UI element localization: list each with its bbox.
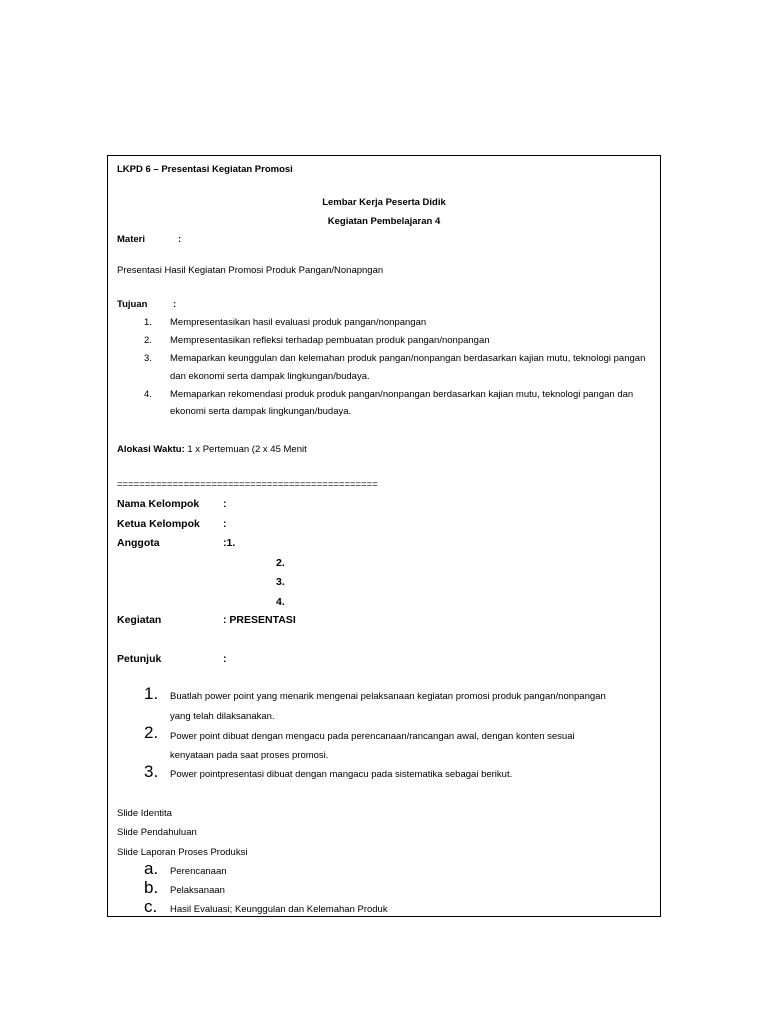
anggota-number: 2. [276, 557, 285, 569]
sub-item-letter: c. [144, 897, 158, 916]
tujuan-item-text-cont: ekonomi serta dampak lingkungan/budaya. [170, 406, 352, 417]
slide-item: Slide Identita [117, 808, 172, 819]
nama-kelompok-label: Nama Kelompok [117, 498, 200, 510]
tujuan-item-number: 1. [144, 317, 152, 328]
tujuan-item-number: 3. [144, 353, 152, 364]
anggota-first: :1. [223, 537, 236, 549]
kegiatan-label: Kegiatan [117, 614, 162, 626]
slide-item: Slide Laporan Proses Produksi [117, 847, 248, 858]
nama-kelompok-colon: : [223, 498, 227, 510]
tujuan-item-text: Memaparkan rekomendasi produk produk pangan/nonpangan berdasarkan kajian mutu, teknologi pangan dan [170, 389, 634, 400]
ketua-kelompok-colon: : [223, 518, 227, 530]
materi-value: Presentasi Hasil Kegiatan Promosi Produk Pangan/Nonapngan [117, 265, 384, 276]
sub-item-text: Perencanaan [170, 866, 227, 877]
alokasi-waktu [117, 444, 307, 455]
tujuan-item-text: Mempresentasikan hasil evaluasi produk pangan/nonpangan [170, 317, 427, 328]
slide-item: Slide Pendahuluan [117, 827, 197, 838]
petunjuk-label: Petunjuk [117, 653, 162, 665]
materi-label: Materi [117, 234, 145, 245]
worksheet-subtitle: Kegiatan Pembelajaran 4 [327, 216, 441, 227]
petunjuk-item-number: 3. [144, 762, 159, 781]
worksheet-title: Lembar Kerja Peserta Didik [322, 197, 446, 208]
anggota-label: Anggota [117, 537, 160, 549]
tujuan-item-number: 2. [144, 335, 152, 346]
petunjuk-item-text-cont: kenyataan pada saat proses promosi. [170, 750, 329, 761]
petunjuk-item-number: 1. [144, 684, 159, 703]
tujuan-label: Tujuan [117, 299, 148, 310]
tujuan-colon: : [173, 299, 177, 310]
anggota-number: 3. [276, 576, 285, 588]
materi-colon: : [178, 234, 182, 245]
tujuan-item-text-cont: dan ekonomi serta dampak lingkungan/budaya. [170, 371, 370, 382]
petunjuk-item-text: Buatlah power point yang menarik mengenai pelaksanaan kegiatan promosi produk pangan/nonpangan [170, 691, 606, 702]
worksheet-frame [107, 155, 661, 917]
worksheet-header: LKPD 6 – Presentasi Kegiatan Promosi [117, 164, 293, 175]
petunjuk-colon: : [223, 653, 227, 665]
sub-item-text: Hasil Evaluasi; Keunggulan dan Kelemahan Produk [170, 904, 388, 915]
ketua-kelompok-label: Ketua Kelompok [117, 518, 200, 530]
petunjuk-item-number: 2. [144, 723, 159, 742]
sub-item-text: Pelaksanaan [170, 885, 225, 896]
petunjuk-item-text: Power point dibuat dengan mengacu pada perencanaan/rancangan awal, dengan konten sesuai [170, 731, 575, 742]
tujuan-item-text: Memaparkan keunggulan dan kelemahan produk pangan/nonpangan berdasarkan kajian mutu, teknologi pangan [170, 353, 646, 364]
separator-line: =============================================== [117, 479, 378, 490]
alokasi-value: 1 x Pertemuan (2 x 45 Menit [184, 444, 307, 455]
petunjuk-item-text: Power pointpresentasi dibuat dengan mangacu pada sistematika sebagai berikut. [170, 769, 513, 780]
sub-item-letter: a. [144, 859, 159, 878]
tujuan-item-text: Mempresentasikan refleksi terhadap pembuatan produk pangan/nonpangan [170, 335, 490, 346]
anggota-number: 4. [276, 596, 285, 608]
tujuan-item-number: 4. [144, 389, 152, 400]
alokasi-label: Alokasi Waktu: [117, 444, 185, 455]
petunjuk-item-text-cont: yang telah dilaksanakan. [170, 711, 275, 722]
kegiatan-value: : PRESENTASI [223, 614, 296, 626]
sub-item-letter: b. [144, 878, 159, 897]
